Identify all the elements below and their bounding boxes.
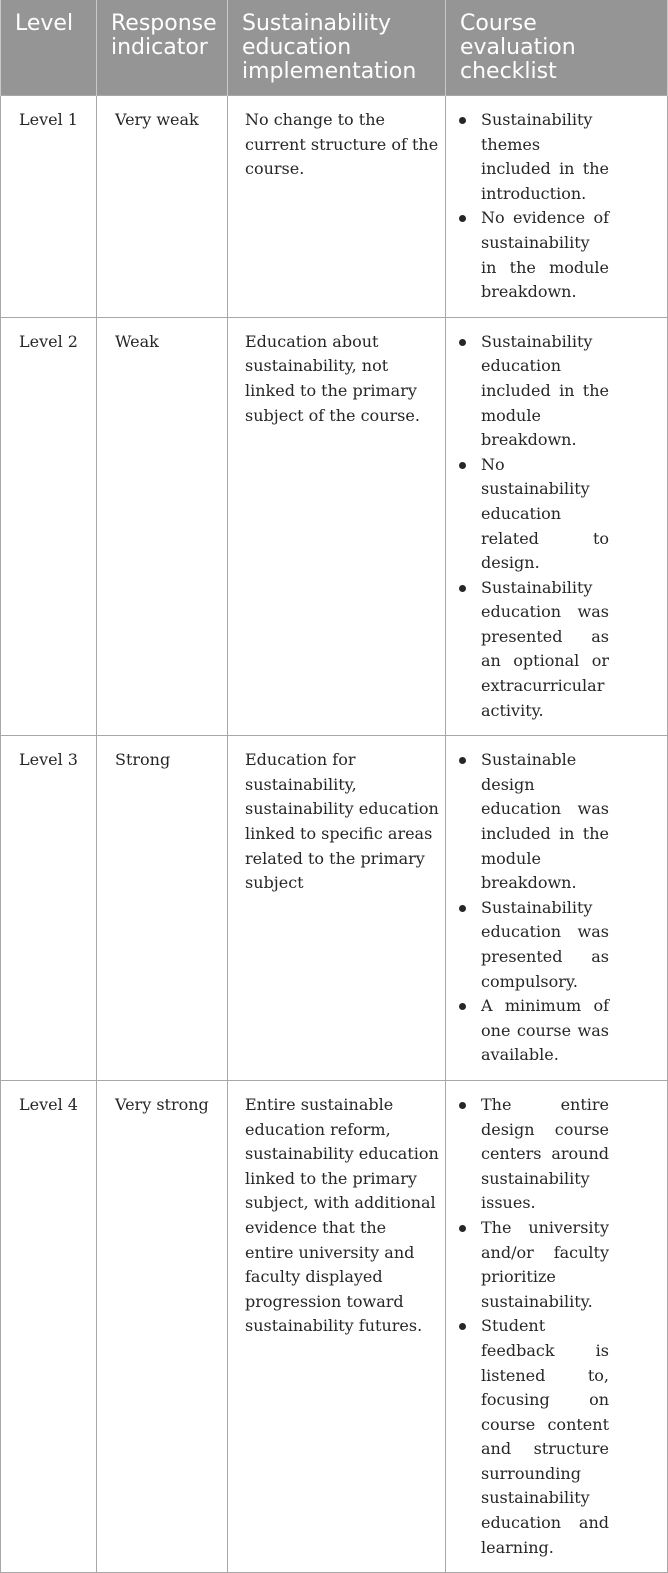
checklist: [458, 330, 661, 724]
cell-level: Level 3: [1, 736, 97, 1081]
checklist-item: The entire design course centers around sustainability issues.: [458, 1093, 661, 1216]
cell-response-indicator: Very weak: [97, 96, 228, 318]
table-row: [1, 1080, 668, 1572]
bullet-icon: [459, 905, 466, 912]
table-row: [1, 736, 668, 1081]
bullet-icon: [459, 1225, 466, 1232]
bullet-icon: [459, 1102, 466, 1109]
checklist-item: Sustainable design education was included in the module breakdown.: [458, 748, 661, 896]
checklist-item: No sustainability education related to design.: [458, 453, 661, 576]
cell-implementation: No change to the current structure of the course.: [228, 96, 446, 318]
table-row: [1, 317, 668, 736]
checklist: [458, 748, 661, 1068]
checklist: [458, 1093, 661, 1560]
checklist-item: The university and/or faculty prioritize sustainability.: [458, 1216, 661, 1314]
bullet-icon: [459, 215, 466, 222]
checklist-item: A minimum of one course was available.: [458, 994, 661, 1068]
header-response-indicator: Response indicator: [97, 0, 228, 96]
header-course-evaluation-checklist: Course evaluation checklist: [446, 0, 668, 96]
cell-checklist: [446, 736, 668, 1081]
checklist: [458, 108, 661, 305]
bullet-icon: [459, 1003, 466, 1010]
cell-implementation: Education for sustainability, sustainability education linked to specific areas related to the primary subject: [228, 736, 446, 1081]
bullet-icon: [459, 585, 466, 592]
header-row: [1, 0, 668, 96]
cell-response-indicator: Strong: [97, 736, 228, 1081]
header-level: Level: [1, 0, 97, 96]
cell-response-indicator: Weak: [97, 317, 228, 736]
bullet-icon: [459, 462, 466, 469]
cell-implementation: Entire sustainable education reform, sustainability education linked to the primary subject, with additional evidence that the entire university and faculty displayed progression toward sustainability futures.: [228, 1080, 446, 1572]
cell-implementation: Education about sustainability, not linked to the primary subject of the course.: [228, 317, 446, 736]
table-row: [1, 96, 668, 318]
bullet-icon: [459, 1323, 466, 1330]
table-header: [1, 0, 668, 96]
header-sustainability-education-implementation: Sustainability education implementation: [228, 0, 446, 96]
cell-level: Level 4: [1, 1080, 97, 1572]
bullet-icon: [459, 757, 466, 764]
checklist-item: No evidence of sustainability in the module breakdown.: [458, 206, 661, 304]
checklist-item: Sustainability education included in the module breakdown.: [458, 330, 661, 453]
checklist-item: Student feedback is listened to, focusing on course content and structure surrounding sustainability education and learning.: [458, 1314, 661, 1560]
table-body: [1, 96, 668, 1573]
cell-response-indicator: Very strong: [97, 1080, 228, 1572]
bullet-icon: [459, 339, 466, 346]
cell-level: Level 2: [1, 317, 97, 736]
checklist-item: Sustainability education was presented as compulsory.: [458, 896, 661, 994]
bullet-icon: [459, 117, 466, 124]
checklist-item: Sustainability themes included in the introduction.: [458, 108, 661, 206]
cell-checklist: [446, 96, 668, 318]
checklist-item: Sustainability education was presented as an optional or extracurricular activity.: [458, 576, 661, 724]
cell-level: Level 1: [1, 96, 97, 318]
cell-checklist: [446, 1080, 668, 1572]
cell-checklist: [446, 317, 668, 736]
